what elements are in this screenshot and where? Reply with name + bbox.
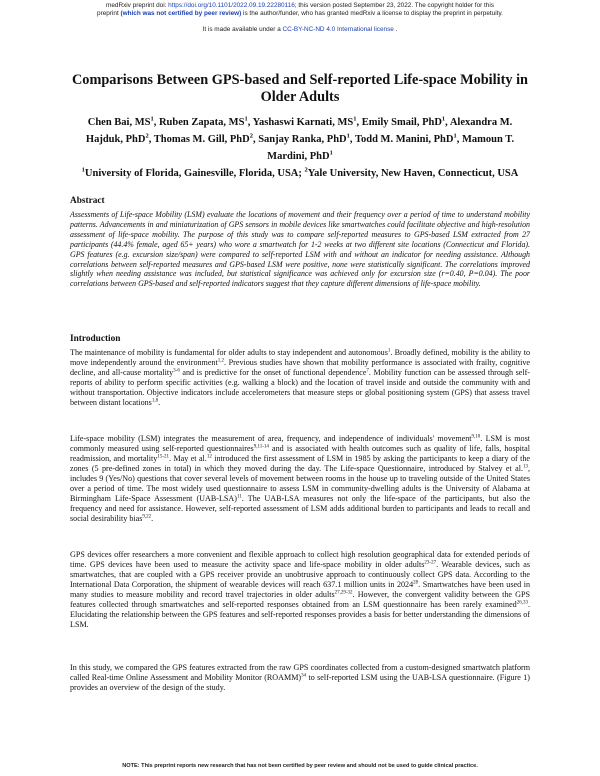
license-link[interactable]: CC-BY-NC-ND 4.0 International license: [282, 26, 394, 33]
author-name: Alexandra M. Hajduk, PhD: [85, 116, 513, 145]
author-name: Sanjay Ranka, PhD: [258, 133, 347, 145]
author-separator: ,: [456, 133, 462, 145]
paragraph-text: .: [151, 514, 154, 524]
author-affiliation-mark: 1: [244, 115, 248, 122]
paragraph-text: . However, the convergent validity between the GPS features collected through smartwatches and self-reported responses obtained from an LSM questionnaire has been rarely examined: [70, 590, 530, 610]
author-affiliation-mark: 2: [249, 132, 253, 139]
author-name: Thomas M. Gill, PhD: [153, 133, 250, 145]
intro-paragraph-4: [70, 663, 530, 693]
author-block: [70, 112, 530, 180]
affiliation-text: University of Florida, Gainesville, Florida, USA;: [84, 167, 305, 179]
author-affiliation-mark: 1: [441, 115, 446, 122]
paragraph-text: .: [158, 398, 161, 408]
author-name: Ruben Zapata, MS: [158, 116, 245, 128]
author-name: Chen Bai, MS: [87, 116, 151, 128]
affiliation-number: 1: [81, 166, 85, 173]
paragraph-text: , includes 9 (Yes/No) questions that cover several levels of movement between rooms in the house up to traveling outside of the United States over a period of time. The most widely used questionnaire to assess LSM in community-dwelling adults is the University of Alabama at Birmingham Life-Space Assessment (UAB-LSA): [70, 464, 530, 504]
paragraph-text: . The UAB-LSA measures not only the life-space of the participants, but also the frequency and need for assistance. However, self-reported assessment of LSM adds additional burden to participants and leads to recall and social desirability bias: [70, 494, 530, 524]
citation-ref: 27,29-32: [334, 590, 353, 596]
paragraph-text: In this study, we compared the GPS features extracted from the raw GPS coordinates collected from a custom-designed smartwatch platform called Real-time Online Assessment and Mobility Monitor (ROAMM): [70, 663, 530, 683]
citation-ref: 1: [387, 348, 391, 354]
intro-paragraph-1: [70, 348, 530, 408]
intro-paragraph-2: [70, 434, 530, 524]
affiliation-text: Yale University, New Haven, Connecticut, USA: [307, 167, 519, 179]
paragraph-text: to self-reported LSM using the UAB-LSA questionnaire. (Figure 1) provides an overview of the design of the study.: [70, 673, 531, 693]
author-separator: ,: [148, 133, 154, 145]
author-affiliation-mark: 1: [329, 149, 333, 156]
paragraph-text: The maintenance of mobility is fundamental for older adults to stay independent and autonomous: [70, 348, 388, 357]
author-name: Emily Smail, PhD: [361, 116, 442, 128]
paragraph-text: . Smartwatches have been used in many studies to measure mobility and record travel trajectories in older adults: [70, 580, 530, 600]
banner-line-2: preprint (which was not certified by peer review) is the author/funder, who has granted medRxiv a license to display the preprint in perpetuity.: [97, 10, 503, 17]
author-affiliation-mark: 1: [453, 132, 457, 139]
author-name: Yashaswi Karnati, MS: [252, 116, 354, 128]
banner-line-1: medRxiv preprint doi: https://doi.org/10.1101/2022.09.19.22280116; this version posted September 23, 2022. The copyright holder for this: [106, 2, 494, 9]
citation-ref: 12: [206, 454, 212, 460]
author-separator: ,: [356, 116, 362, 128]
paragraph-text: Life-space mobility (LSM) integrates the measurement of area, frequency, and independence of individuals' movement: [70, 434, 472, 443]
author-separator: ,: [349, 133, 355, 145]
introduction-heading: Introduction: [70, 334, 121, 344]
paragraph-text: and is associated with health outcomes such as quality of life, falls, hospital readmission, and mortality: [70, 444, 530, 464]
author-affiliation-mark: 1: [346, 132, 350, 139]
citation-ref: 7: [366, 368, 369, 374]
abstract-heading: Abstract: [70, 196, 105, 206]
author-separator: ,: [252, 133, 259, 145]
affiliation-number: 2: [304, 166, 308, 173]
author-name: Todd M. Manini, PhD: [354, 133, 454, 145]
paragraph-text: . LSM is most commonly measured using self-reported questionnaires: [70, 434, 530, 454]
paragraph-text: . Broadly defined, mobility is the ability to move independently around the environment: [70, 348, 531, 368]
paragraph-text: and is predictive for the onset of functional dependence: [179, 368, 367, 378]
author-affiliation-mark: 1: [150, 115, 154, 122]
citation-ref: 28: [413, 580, 419, 586]
author-name: Mamoun T. Mardini, PhD: [267, 133, 515, 162]
citation-ref: 15-21: [157, 454, 170, 460]
citation-ref: 9,11-14: [253, 444, 269, 450]
abstract-text: Assessments of Life-space Mobility (LSM) evaluate the locations of movement and their frequency over a period of time to understand mobility patterns. Advancements in and miniaturization of GPS sensors in mobile devices like smartwatches could facilitate objective and high-resolution assessment of life-space mobility. The purpose of this study was to compare self-reported measures to GPS-based LSM extracted from 27 participants (44.4% female, aged 65+ years) who wore a smartwatch for 1-2 weeks at two different site locations (Connecticut and Florida). GPS features (e.g. excursion size/span) were compared to self-reported LSM with and without an indicator for needing assistance. Although correlations between self-reported measures and GPS-based LSM were positive, none were statistically significant. The correlations improved slightly when needing assistance was included, but statistical significance was achieved only for excursion size (r=0.40, P=0.04). The poor correlations between GPS-based and self-reported indicators suggest that they capture different dimensions of life-space mobility.: [70, 210, 530, 289]
paragraph-text: . Mobility function can be assessed through self-reports of ability to perform specific activities (e.g. walking a block) and the location of travel inside and outside the community with and without transportation. Objective indicators include accelerometers that measure steps or global positioning system (GPS) that assess travel between distant locations: [70, 368, 530, 408]
author-separator: ,: [445, 116, 450, 128]
paragraph-text: introduced the first assessment of LSM in 1985 by asking the participants to keep a diary of the zones (5 pre-defined zones in total) in which they moved during the day. The Life-space Questionnaire, introduced by Stalvey et al.: [70, 454, 531, 474]
citation-ref: 13: [522, 464, 528, 470]
author-separator: ,: [153, 116, 159, 128]
citation-ref: 11: [236, 494, 242, 500]
peer-review-note: (which was not certified by peer review): [120, 10, 242, 17]
citation-ref: 1,8: [151, 398, 159, 404]
preprint-banner: [0, 2, 600, 18]
paragraph-text: . May et al.: [169, 454, 207, 464]
paragraph-text: . Previous studies have shown that mobility performance is associated with frailty, cognitive decline, and all-cause mortality: [70, 358, 530, 378]
author-affiliation-mark: 2: [145, 132, 149, 139]
preprint-footer-note: NOTE: This preprint reports new research that has not been certified by peer review and should not be used to guide clinical practice.: [122, 763, 478, 769]
paper-title: Comparisons Between GPS-based and Self-reported Life-space Mobility in Older Adults: [71, 72, 529, 105]
author-list: [86, 117, 514, 162]
citation-ref: 9,22: [142, 514, 152, 520]
paragraph-text: GPS devices offer researchers a more convenient and flexible approach to collect high resolution geographical data for extended periods of time. GPS devices have been used to measure the activity space and life-space mobility in older adults: [70, 550, 530, 570]
paragraph-text: . Elucidating the relationship between the GPS features and self-reported responses provides a basis for better understanding the dimensions of LSM.: [70, 600, 530, 630]
citation-ref: 23-27: [424, 560, 437, 566]
citation-ref: 3-6: [173, 368, 180, 374]
author-affiliation-mark: 1: [353, 115, 357, 122]
author-separator: ,: [247, 116, 253, 128]
paragraph-text: . Wearable devices, such as smartwatches, that are coupled with a GPS receiver provide an unobtrusive approach to continuously collect GPS data. According to the International Data Corporation, the shipment of wearable devices will reach 637.1 million units in 2024: [70, 560, 530, 590]
license-line: It is made available under a CC-BY-NC-ND 4.0 International license .: [202, 26, 398, 33]
citation-ref: 1,2: [217, 358, 224, 364]
citation-ref: 26,33: [516, 600, 528, 606]
citation-ref: 9,10: [471, 434, 481, 440]
intro-paragraph-3: [70, 550, 530, 630]
doi-link[interactable]: https://doi.org/10.1101/2022.09.19.22280116: [168, 2, 295, 9]
affiliation-list: [82, 168, 519, 179]
citation-ref: 34: [301, 673, 307, 679]
